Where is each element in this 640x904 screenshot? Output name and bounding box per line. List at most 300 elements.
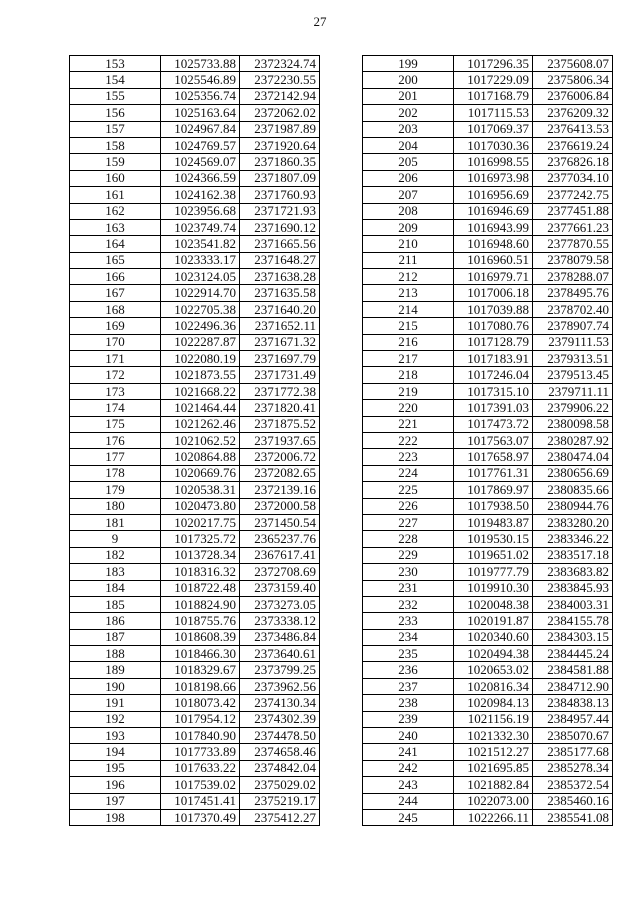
- table-row: [363, 334, 613, 350]
- point-number-cell: 212: [363, 269, 454, 285]
- y-coordinate-cell: 2365237.76: [240, 531, 320, 547]
- y-coordinate-cell: 2372139.16: [240, 482, 320, 498]
- x-coordinate-cell: 1021332.30: [454, 728, 533, 744]
- x-coordinate-cell: 1017869.97: [454, 482, 533, 498]
- y-coordinate-cell: 2380287.92: [533, 432, 613, 448]
- point-number-cell: 168: [70, 301, 161, 317]
- x-coordinate-cell: 1017080.76: [454, 318, 533, 334]
- x-coordinate-cell: 1020669.76: [161, 465, 240, 481]
- point-number-cell: 180: [70, 498, 161, 514]
- table-row: [363, 531, 613, 547]
- x-coordinate-cell: 1022080.19: [161, 351, 240, 367]
- x-coordinate-cell: 1024366.59: [161, 170, 240, 186]
- x-coordinate-cell: 1021062.52: [161, 432, 240, 448]
- y-coordinate-cell: 2374658.46: [240, 744, 320, 760]
- x-coordinate-cell: 1020473.80: [161, 498, 240, 514]
- y-coordinate-cell: 2384155.78: [533, 613, 613, 629]
- y-coordinate-cell: 2371937.65: [240, 432, 320, 448]
- point-number-cell: 226: [363, 498, 454, 514]
- point-number-cell: 237: [363, 678, 454, 694]
- table-row: [70, 793, 320, 809]
- y-coordinate-cell: 2375608.07: [533, 56, 613, 72]
- y-coordinate-cell: 2379906.22: [533, 400, 613, 416]
- table-row: [70, 285, 320, 301]
- point-number-cell: 224: [363, 465, 454, 481]
- point-number-cell: 214: [363, 301, 454, 317]
- x-coordinate-cell: 1022914.70: [161, 285, 240, 301]
- x-coordinate-cell: 1018722.48: [161, 580, 240, 596]
- y-coordinate-cell: 2379111.53: [533, 334, 613, 350]
- point-number-cell: 205: [363, 154, 454, 170]
- table-row: [70, 547, 320, 563]
- table-row: [363, 793, 613, 809]
- point-number-cell: 190: [70, 678, 161, 694]
- point-number-cell: 220: [363, 400, 454, 416]
- table-row: [70, 432, 320, 448]
- y-coordinate-cell: 2371920.64: [240, 137, 320, 153]
- point-number-cell: 167: [70, 285, 161, 301]
- point-number-cell: 223: [363, 449, 454, 465]
- x-coordinate-cell: 1017451.41: [161, 793, 240, 809]
- table-row: [70, 318, 320, 334]
- y-coordinate-cell: 2380944.76: [533, 498, 613, 514]
- x-coordinate-cell: 1017006.18: [454, 285, 533, 301]
- table-row: [70, 334, 320, 350]
- table-row: [70, 400, 320, 416]
- point-number-cell: 241: [363, 744, 454, 760]
- table-row: [70, 760, 320, 776]
- point-number-cell: 171: [70, 351, 161, 367]
- point-number-cell: 184: [70, 580, 161, 596]
- table-row: [70, 56, 320, 72]
- x-coordinate-cell: 1021668.22: [161, 383, 240, 399]
- table-row: [363, 187, 613, 203]
- y-coordinate-cell: 2384303.15: [533, 629, 613, 645]
- table-row: [70, 465, 320, 481]
- y-coordinate-cell: 2373640.61: [240, 646, 320, 662]
- y-coordinate-cell: 2371697.79: [240, 351, 320, 367]
- y-coordinate-cell: 2377870.55: [533, 236, 613, 252]
- y-coordinate-cell: 2374130.34: [240, 695, 320, 711]
- x-coordinate-cell: 1017325.72: [161, 531, 240, 547]
- point-number-cell: 159: [70, 154, 161, 170]
- table-row: [70, 367, 320, 383]
- table-row: [70, 351, 320, 367]
- x-coordinate-cell: 1017761.31: [454, 465, 533, 481]
- x-coordinate-cell: 1019483.87: [454, 514, 533, 530]
- point-number-cell: 206: [363, 170, 454, 186]
- y-coordinate-cell: 2385460.16: [533, 793, 613, 809]
- y-coordinate-cell: 2372000.58: [240, 498, 320, 514]
- y-coordinate-cell: 2385372.54: [533, 777, 613, 793]
- table-row: [70, 416, 320, 432]
- point-number-cell: 173: [70, 383, 161, 399]
- table-row: [363, 629, 613, 645]
- x-coordinate-cell: 1017733.89: [161, 744, 240, 760]
- point-number-cell: 216: [363, 334, 454, 350]
- page-number: 27: [313, 14, 327, 29]
- table-row: [363, 416, 613, 432]
- y-coordinate-cell: 2371648.27: [240, 252, 320, 268]
- x-coordinate-cell: 1023124.05: [161, 269, 240, 285]
- table-row: [363, 613, 613, 629]
- point-number-cell: 244: [363, 793, 454, 809]
- x-coordinate-cell: 1017370.49: [161, 809, 240, 825]
- table-row: [70, 629, 320, 645]
- table-row: [70, 88, 320, 104]
- y-coordinate-cell: 2373486.84: [240, 629, 320, 645]
- x-coordinate-cell: 1017168.79: [454, 88, 533, 104]
- x-coordinate-cell: 1021464.44: [161, 400, 240, 416]
- point-number-cell: 160: [70, 170, 161, 186]
- point-number-cell: 188: [70, 646, 161, 662]
- x-coordinate-cell: 1016956.69: [454, 187, 533, 203]
- point-number-cell: 163: [70, 219, 161, 235]
- table-row: [363, 154, 613, 170]
- y-coordinate-cell: 2371652.11: [240, 318, 320, 334]
- point-number-cell: 179: [70, 482, 161, 498]
- y-coordinate-cell: 2376209.32: [533, 105, 613, 121]
- x-coordinate-cell: 1017229.09: [454, 72, 533, 88]
- y-coordinate-cell: 2378907.74: [533, 318, 613, 334]
- table-row: [70, 301, 320, 317]
- table-row: [363, 728, 613, 744]
- y-coordinate-cell: 2383280.20: [533, 514, 613, 530]
- x-coordinate-cell: 1020864.88: [161, 449, 240, 465]
- table-row: [363, 252, 613, 268]
- table-row: [70, 498, 320, 514]
- x-coordinate-cell: 1022705.38: [161, 301, 240, 317]
- table-row: [363, 105, 613, 121]
- y-coordinate-cell: 2384957.44: [533, 711, 613, 727]
- point-number-cell: 183: [70, 564, 161, 580]
- x-coordinate-cell: 1021512.27: [454, 744, 533, 760]
- x-coordinate-cell: 1016973.98: [454, 170, 533, 186]
- x-coordinate-cell: 1013728.34: [161, 547, 240, 563]
- table-row: [70, 514, 320, 530]
- y-coordinate-cell: 2379313.51: [533, 351, 613, 367]
- point-number-cell: 182: [70, 547, 161, 563]
- point-number-cell: 166: [70, 269, 161, 285]
- y-coordinate-cell: 2378702.40: [533, 301, 613, 317]
- table-row: [363, 711, 613, 727]
- y-coordinate-cell: 2371721.93: [240, 203, 320, 219]
- x-coordinate-cell: 1016943.99: [454, 219, 533, 235]
- point-number-cell: 169: [70, 318, 161, 334]
- y-coordinate-cell: 2372324.74: [240, 56, 320, 72]
- x-coordinate-cell: 1018608.39: [161, 629, 240, 645]
- x-coordinate-cell: 1018466.30: [161, 646, 240, 662]
- y-coordinate-cell: 2371635.58: [240, 285, 320, 301]
- table-row: [363, 203, 613, 219]
- table-row: [363, 285, 613, 301]
- point-number-cell: 240: [363, 728, 454, 744]
- y-coordinate-cell: 2371875.52: [240, 416, 320, 432]
- x-coordinate-cell: 1016979.71: [454, 269, 533, 285]
- y-coordinate-cell: 2379711.11: [533, 383, 613, 399]
- y-coordinate-cell: 2374478.50: [240, 728, 320, 744]
- x-coordinate-cell: 1017315.10: [454, 383, 533, 399]
- y-coordinate-cell: 2379513.45: [533, 367, 613, 383]
- point-number-cell: 217: [363, 351, 454, 367]
- point-number-cell: 195: [70, 760, 161, 776]
- y-coordinate-cell: 2371671.32: [240, 334, 320, 350]
- y-coordinate-cell: 2375219.17: [240, 793, 320, 809]
- point-number-cell: 225: [363, 482, 454, 498]
- y-coordinate-cell: 2371690.12: [240, 219, 320, 235]
- point-number-cell: 192: [70, 711, 161, 727]
- x-coordinate-cell: 1016946.69: [454, 203, 533, 219]
- point-number-cell: 239: [363, 711, 454, 727]
- table-row: [363, 56, 613, 72]
- table-row: [70, 137, 320, 153]
- x-coordinate-cell: 1021262.46: [161, 416, 240, 432]
- y-coordinate-cell: 2375412.27: [240, 809, 320, 825]
- y-coordinate-cell: 2373159.40: [240, 580, 320, 596]
- y-coordinate-cell: 2383517.18: [533, 547, 613, 563]
- table-row: [363, 465, 613, 481]
- table-row: [363, 744, 613, 760]
- x-coordinate-cell: 1018073.42: [161, 695, 240, 711]
- table-row: [70, 383, 320, 399]
- y-coordinate-cell: 2373338.12: [240, 613, 320, 629]
- table-row: [70, 252, 320, 268]
- x-coordinate-cell: 1022287.87: [161, 334, 240, 350]
- x-coordinate-cell: 1025356.74: [161, 88, 240, 104]
- y-coordinate-cell: 2371772.38: [240, 383, 320, 399]
- table-row: [363, 482, 613, 498]
- x-coordinate-cell: 1019777.79: [454, 564, 533, 580]
- point-number-cell: 178: [70, 465, 161, 481]
- y-coordinate-cell: 2371807.09: [240, 170, 320, 186]
- point-number-cell: 9: [70, 531, 161, 547]
- y-coordinate-cell: 2372082.65: [240, 465, 320, 481]
- table-row: [363, 400, 613, 416]
- x-coordinate-cell: 1018198.66: [161, 678, 240, 694]
- table-row: [70, 482, 320, 498]
- table-row: [363, 88, 613, 104]
- x-coordinate-cell: 1016948.60: [454, 236, 533, 252]
- y-coordinate-cell: 2371450.54: [240, 514, 320, 530]
- coordinates-table-right-body: [363, 56, 613, 826]
- table-row: [70, 695, 320, 711]
- y-coordinate-cell: 2371731.49: [240, 367, 320, 383]
- y-coordinate-cell: 2372708.69: [240, 564, 320, 580]
- x-coordinate-cell: 1017658.97: [454, 449, 533, 465]
- point-number-cell: 235: [363, 646, 454, 662]
- table-row: [363, 580, 613, 596]
- table-row: [363, 72, 613, 88]
- point-number-cell: 162: [70, 203, 161, 219]
- table-row: [363, 318, 613, 334]
- point-number-cell: 227: [363, 514, 454, 530]
- table-row: [363, 301, 613, 317]
- y-coordinate-cell: 2380656.69: [533, 465, 613, 481]
- y-coordinate-cell: 2374302.39: [240, 711, 320, 727]
- point-number-cell: 222: [363, 432, 454, 448]
- x-coordinate-cell: 1016998.55: [454, 154, 533, 170]
- table-row: [363, 760, 613, 776]
- table-row: [70, 531, 320, 547]
- x-coordinate-cell: 1024569.07: [161, 154, 240, 170]
- x-coordinate-cell: 1025163.64: [161, 105, 240, 121]
- y-coordinate-cell: 2380474.04: [533, 449, 613, 465]
- point-number-cell: 154: [70, 72, 161, 88]
- table-row: [70, 596, 320, 612]
- y-coordinate-cell: 2367617.41: [240, 547, 320, 563]
- table-row: [363, 432, 613, 448]
- table-row: [70, 121, 320, 137]
- point-number-cell: 210: [363, 236, 454, 252]
- x-coordinate-cell: 1024769.57: [161, 137, 240, 153]
- table-row: [363, 137, 613, 153]
- x-coordinate-cell: 1017128.79: [454, 334, 533, 350]
- table-row: [70, 154, 320, 170]
- y-coordinate-cell: 2376826.18: [533, 154, 613, 170]
- point-number-cell: 177: [70, 449, 161, 465]
- x-coordinate-cell: 1020048.38: [454, 596, 533, 612]
- y-coordinate-cell: 2373799.25: [240, 662, 320, 678]
- point-number-cell: 202: [363, 105, 454, 121]
- point-number-cell: 209: [363, 219, 454, 235]
- point-number-cell: 238: [363, 695, 454, 711]
- table-row: [70, 236, 320, 252]
- table-row: [363, 678, 613, 694]
- table-row: [363, 596, 613, 612]
- x-coordinate-cell: 1020984.13: [454, 695, 533, 711]
- y-coordinate-cell: 2371760.93: [240, 187, 320, 203]
- table-row: [363, 121, 613, 137]
- x-coordinate-cell: 1019910.30: [454, 580, 533, 596]
- y-coordinate-cell: 2371638.28: [240, 269, 320, 285]
- table-row: [70, 449, 320, 465]
- point-number-cell: 193: [70, 728, 161, 744]
- x-coordinate-cell: 1024162.38: [161, 187, 240, 203]
- y-coordinate-cell: 2384838.13: [533, 695, 613, 711]
- x-coordinate-cell: 1022073.00: [454, 793, 533, 809]
- x-coordinate-cell: 1018329.67: [161, 662, 240, 678]
- table-row: [70, 711, 320, 727]
- point-number-cell: 242: [363, 760, 454, 776]
- y-coordinate-cell: 2372142.94: [240, 88, 320, 104]
- table-row: [70, 646, 320, 662]
- table-row: [363, 498, 613, 514]
- x-coordinate-cell: 1018316.32: [161, 564, 240, 580]
- x-coordinate-cell: 1023749.74: [161, 219, 240, 235]
- y-coordinate-cell: 2385541.08: [533, 809, 613, 825]
- table-row: [363, 777, 613, 793]
- x-coordinate-cell: 1020191.87: [454, 613, 533, 629]
- x-coordinate-cell: 1017391.03: [454, 400, 533, 416]
- table-row: [70, 613, 320, 629]
- point-number-cell: 219: [363, 383, 454, 399]
- y-coordinate-cell: 2380098.58: [533, 416, 613, 432]
- y-coordinate-cell: 2371665.56: [240, 236, 320, 252]
- table-row: [363, 809, 613, 825]
- table-row: [70, 219, 320, 235]
- point-number-cell: 174: [70, 400, 161, 416]
- table-row: [70, 662, 320, 678]
- y-coordinate-cell: 2372062.02: [240, 105, 320, 121]
- x-coordinate-cell: 1022266.11: [454, 809, 533, 825]
- y-coordinate-cell: 2380835.66: [533, 482, 613, 498]
- point-number-cell: 231: [363, 580, 454, 596]
- y-coordinate-cell: 2371860.35: [240, 154, 320, 170]
- y-coordinate-cell: 2385278.34: [533, 760, 613, 776]
- x-coordinate-cell: 1020653.02: [454, 662, 533, 678]
- table-row: [363, 695, 613, 711]
- x-coordinate-cell: 1020538.31: [161, 482, 240, 498]
- point-number-cell: 215: [363, 318, 454, 334]
- table-row: [70, 809, 320, 825]
- point-number-cell: 200: [363, 72, 454, 88]
- x-coordinate-cell: 1017539.02: [161, 777, 240, 793]
- table-row: [70, 580, 320, 596]
- y-coordinate-cell: 2383683.82: [533, 564, 613, 580]
- y-coordinate-cell: 2371640.20: [240, 301, 320, 317]
- point-number-cell: 234: [363, 629, 454, 645]
- point-number-cell: 203: [363, 121, 454, 137]
- y-coordinate-cell: 2385177.68: [533, 744, 613, 760]
- point-number-cell: 196: [70, 777, 161, 793]
- point-number-cell: 191: [70, 695, 161, 711]
- point-number-cell: 207: [363, 187, 454, 203]
- table-row: [363, 367, 613, 383]
- x-coordinate-cell: 1021695.85: [454, 760, 533, 776]
- point-number-cell: 181: [70, 514, 161, 530]
- point-number-cell: 211: [363, 252, 454, 268]
- y-coordinate-cell: 2384003.31: [533, 596, 613, 612]
- point-number-cell: 161: [70, 187, 161, 203]
- x-coordinate-cell: 1020816.34: [454, 678, 533, 694]
- table-row: [70, 170, 320, 186]
- x-coordinate-cell: 1021873.55: [161, 367, 240, 383]
- y-coordinate-cell: 2376006.84: [533, 88, 613, 104]
- point-number-cell: 153: [70, 56, 161, 72]
- y-coordinate-cell: 2377034.10: [533, 170, 613, 186]
- x-coordinate-cell: 1017563.07: [454, 432, 533, 448]
- table-row: [363, 662, 613, 678]
- point-number-cell: 165: [70, 252, 161, 268]
- x-coordinate-cell: 1017069.37: [454, 121, 533, 137]
- table-row: [70, 744, 320, 760]
- table-row: [363, 646, 613, 662]
- y-coordinate-cell: 2372006.72: [240, 449, 320, 465]
- y-coordinate-cell: 2378495.76: [533, 285, 613, 301]
- point-number-cell: 176: [70, 432, 161, 448]
- y-coordinate-cell: 2384712.90: [533, 678, 613, 694]
- x-coordinate-cell: 1017296.35: [454, 56, 533, 72]
- point-number-cell: 208: [363, 203, 454, 219]
- x-coordinate-cell: 1017954.12: [161, 711, 240, 727]
- point-number-cell: 221: [363, 416, 454, 432]
- point-number-cell: 175: [70, 416, 161, 432]
- point-number-cell: 158: [70, 137, 161, 153]
- x-coordinate-cell: 1018755.76: [161, 613, 240, 629]
- point-number-cell: 230: [363, 564, 454, 580]
- point-number-cell: 198: [70, 809, 161, 825]
- coordinates-table-left: [69, 55, 320, 826]
- point-number-cell: 229: [363, 547, 454, 563]
- y-coordinate-cell: 2384581.88: [533, 662, 613, 678]
- table-row: [70, 269, 320, 285]
- y-coordinate-cell: 2373273.05: [240, 596, 320, 612]
- x-coordinate-cell: 1016960.51: [454, 252, 533, 268]
- table-row: [363, 449, 613, 465]
- y-coordinate-cell: 2372230.55: [240, 72, 320, 88]
- table-row: [70, 728, 320, 744]
- point-number-cell: 185: [70, 596, 161, 612]
